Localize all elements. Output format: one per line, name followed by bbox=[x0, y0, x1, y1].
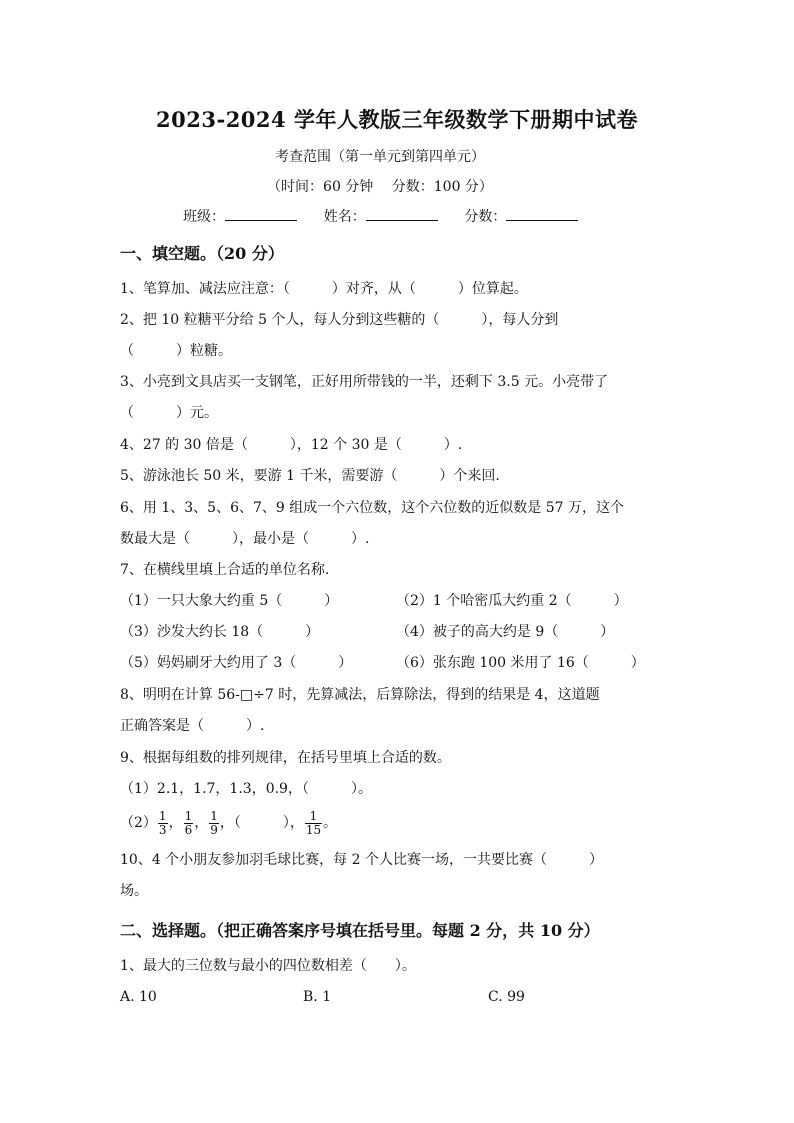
fraction-one-ninth bbox=[209, 810, 219, 837]
exam-scope: 考查范围（第一单元到第四单元） bbox=[275, 149, 485, 165]
question-7-item-5: （5）妈妈刷牙大约用了 3（ ） bbox=[120, 655, 353, 671]
question-4: 4、27 的 30 倍是（ ），12 个 30 是（ ）. bbox=[120, 437, 463, 453]
blank-parentheses: ，（ ）， bbox=[219, 815, 304, 831]
fraction-one-sixth bbox=[184, 810, 194, 837]
fraction-denominator: 9 bbox=[210, 822, 218, 837]
section-1-heading: 一、填空题。（20 分） bbox=[120, 244, 284, 263]
question-3-line-2: （ ）元。 bbox=[120, 405, 218, 421]
fraction-one-third bbox=[158, 810, 168, 837]
fraction-numerator: 1 bbox=[184, 808, 193, 823]
score-label: 分数： bbox=[464, 209, 507, 225]
question-6-line-1: 6、用 1、3、5、6、7、9 组成一个六位数，这个六位数的近似数是 57 万，这个 bbox=[120, 500, 624, 516]
fraction-numerator: 1 bbox=[158, 808, 167, 823]
class-blank[interactable] bbox=[225, 208, 297, 221]
question-8-line-1: 8、明明在计算 56-□÷7 时，先算减法，后算除法，得到的结果是 4，这道题 bbox=[120, 687, 600, 703]
option-b: B. 1 bbox=[303, 989, 332, 1005]
end-mark: 。 bbox=[323, 815, 338, 831]
question-9: 9、根据每组数的排列规律，在括号里填上合适的数。 bbox=[120, 750, 451, 766]
question-2-line-2: （ ）粒糖。 bbox=[120, 343, 232, 359]
student-info-fields bbox=[183, 206, 578, 226]
fraction-one-fifteenth bbox=[305, 810, 322, 837]
question-10-line-1: 10、4 个小朋友参加羽毛球比赛，每 2 个人比赛一场，一共要比赛（ ） bbox=[120, 852, 603, 868]
question-9-item-1: （1）2.1，1.7，1.3，0.9，（ ）。 bbox=[120, 781, 372, 797]
question-7-item-2: （2）1 个哈密瓜大约重 2（ ） bbox=[396, 593, 628, 609]
fraction-denominator: 15 bbox=[305, 822, 322, 837]
name-label: 姓名： bbox=[323, 209, 366, 225]
class-label: 班级： bbox=[183, 209, 225, 225]
name-blank[interactable] bbox=[366, 208, 438, 221]
score-blank[interactable] bbox=[506, 208, 578, 221]
option-a: A. 10 bbox=[120, 989, 157, 1005]
question-9-item-2-label: （2） bbox=[120, 815, 157, 831]
separator: ， bbox=[194, 815, 209, 831]
option-c: C. 99 bbox=[488, 989, 525, 1005]
choice-question-1: 1、最大的三位数与最小的四位数相差（ ）。 bbox=[120, 958, 416, 974]
question-8-line-2: 正确答案是（ ）. bbox=[120, 718, 265, 734]
section-2-heading: 二、选择题。（把正确答案序号填在括号里。每题 2 分，共 10 分） bbox=[120, 921, 600, 940]
question-5: 5、游泳池长 50 米，要游 1 千米，需要游（ ）个来回. bbox=[120, 468, 500, 484]
exam-time-score: （时间：60 分钟 分数：100 分） bbox=[267, 179, 493, 195]
question-7-item-6: （6）张东跑 100 米用了 16（ ） bbox=[396, 655, 645, 671]
question-7: 7、在横线里填上合适的单位名称. bbox=[120, 562, 330, 578]
question-7-item-4: （4）被子的高大约是 9（ ） bbox=[396, 624, 615, 640]
question-9-item-2 bbox=[120, 806, 337, 840]
question-7-item-1: （1）一只大象大约重 5（ ） bbox=[120, 593, 339, 609]
separator: ， bbox=[168, 815, 183, 831]
fraction-denominator: 6 bbox=[184, 822, 193, 837]
question-3-line-1: 3、小亮到文具店买一支钢笔，正好用所带钱的一半，还剩下 3.5 元。小亮带了 bbox=[120, 374, 609, 390]
question-10-line-2: 场。 bbox=[120, 883, 148, 899]
fraction-numerator: 1 bbox=[305, 810, 322, 824]
question-1: 1、笔算加、减法应注意：（ ）对齐，从（ ）位算起。 bbox=[120, 281, 528, 297]
question-2-line-1: 2、把 10 粒糖平分给 5 个人，每人分到这些糖的（ ），每人分到 bbox=[120, 312, 559, 328]
fraction-numerator: 1 bbox=[210, 808, 218, 823]
exam-title: 2023-2024 学年人教版三年级数学下册期中试卷 bbox=[156, 107, 638, 132]
question-7-item-3: （3）沙发大约长 18（ ） bbox=[120, 624, 320, 640]
question-6-line-2: 数最大是（ ），最小是（ ）. bbox=[120, 531, 370, 547]
fraction-denominator: 3 bbox=[158, 822, 167, 837]
